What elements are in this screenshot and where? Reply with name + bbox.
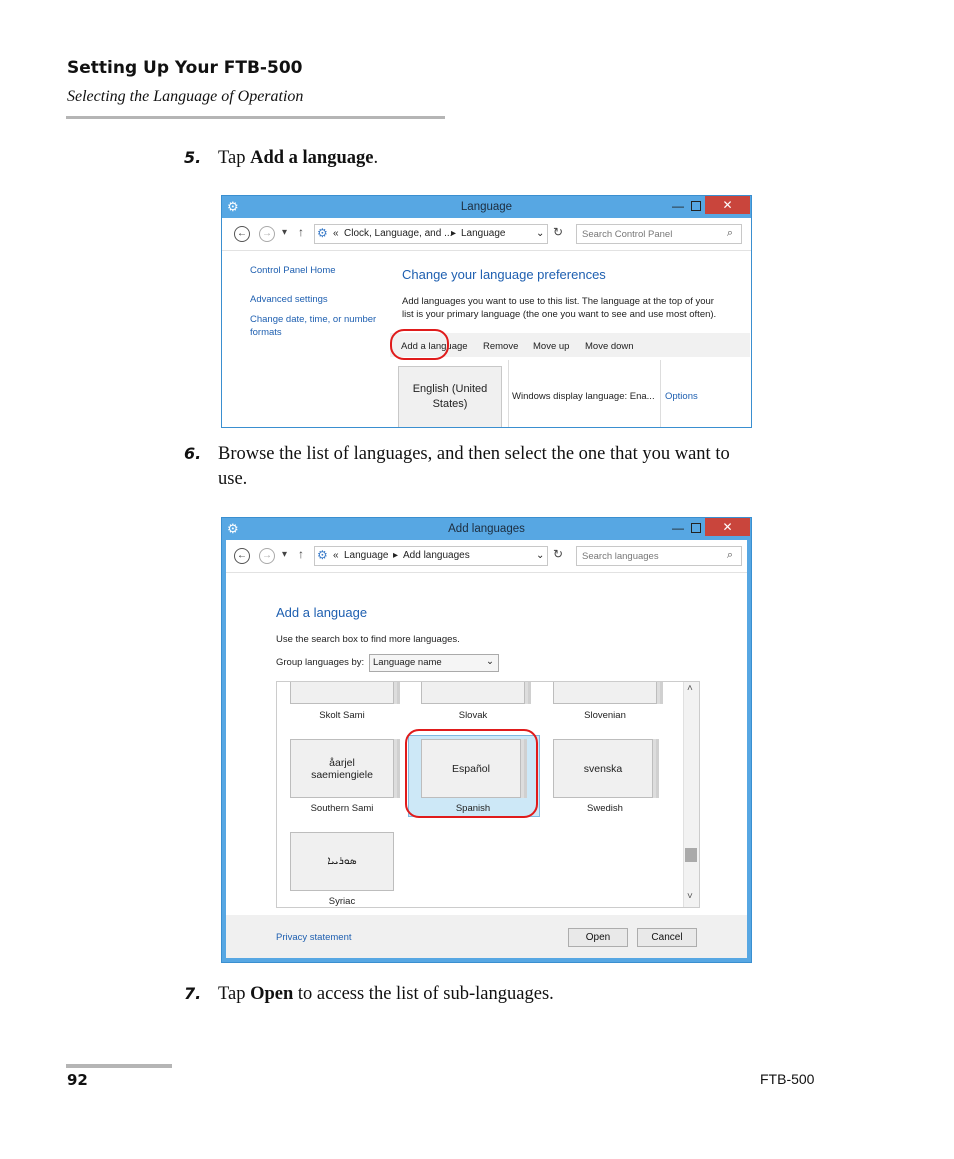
tile-syriac[interactable] bbox=[290, 832, 394, 891]
up-icon[interactable]: ↑ bbox=[298, 547, 304, 561]
tile-label: svenska bbox=[583, 762, 623, 775]
path-box[interactable] bbox=[314, 546, 548, 566]
move-down-button[interactable]: Move down bbox=[585, 341, 634, 352]
up-icon[interactable]: ↑ bbox=[298, 225, 304, 239]
refresh-icon[interactable]: ↻ bbox=[553, 225, 564, 239]
path-dropdown-icon[interactable]: ⌄ bbox=[536, 550, 545, 561]
window-title: Add languages bbox=[448, 523, 525, 535]
page-header-subtitle: Selecting the Language of Operation bbox=[67, 88, 304, 105]
tile-slovak[interactable] bbox=[421, 681, 525, 704]
tile-southern-sami[interactable] bbox=[290, 739, 394, 798]
page-number: 92 bbox=[67, 1071, 88, 1089]
language-name-line-1: English (United bbox=[412, 383, 488, 395]
path-segment-clock-language[interactable]: Clock, Language, and ... bbox=[344, 228, 453, 239]
product-name: FTB-500 bbox=[760, 1071, 815, 1087]
address-bar bbox=[226, 540, 747, 573]
scroll-up-icon[interactable]: ˄ bbox=[687, 683, 693, 694]
caption-skolt-sami: Skolt Sami bbox=[319, 710, 365, 721]
back-icon[interactable]: ← bbox=[234, 548, 250, 564]
caption-slovak: Slovak bbox=[458, 710, 488, 721]
path-segment-language[interactable]: Language bbox=[344, 550, 389, 561]
language-tile-english[interactable] bbox=[398, 366, 502, 428]
step-6-number: 6. bbox=[184, 444, 202, 463]
path-icon: ⚙ bbox=[317, 226, 328, 240]
recent-pages-icon[interactable]: ▾ bbox=[282, 549, 288, 560]
minimize-icon[interactable]: — bbox=[672, 199, 684, 213]
tile-label-line-2: saemiengiele bbox=[311, 768, 373, 781]
refresh-icon[interactable]: ↻ bbox=[553, 547, 564, 561]
path-box[interactable] bbox=[314, 224, 548, 244]
step-7-text: Tap Open to access the list of sub-languages. bbox=[218, 984, 554, 1004]
group-by-select[interactable] bbox=[369, 654, 499, 672]
forward-icon[interactable]: → bbox=[259, 226, 275, 242]
description-line-1: Add languages you want to use to this list. The language at the top of your bbox=[402, 296, 714, 307]
page-heading: Change your language preferences bbox=[402, 267, 606, 282]
path-segment-language[interactable]: Language bbox=[461, 228, 506, 239]
divider bbox=[508, 360, 509, 427]
path-separator-icon: ▸ bbox=[451, 228, 457, 239]
display-language-text: Windows display language: Ena... bbox=[512, 391, 655, 402]
highlight-circle bbox=[390, 329, 449, 360]
scrollbar[interactable] bbox=[683, 682, 699, 907]
step-5-number: 5. bbox=[184, 148, 202, 167]
title-bar bbox=[222, 196, 751, 218]
scroll-down-icon[interactable]: ˅ bbox=[687, 891, 693, 902]
caption-spanish: Spanish bbox=[455, 803, 491, 814]
back-icon[interactable]: ← bbox=[234, 226, 250, 242]
tile-skolt-sami[interactable] bbox=[290, 681, 394, 704]
search-placeholder: Search Control Panel bbox=[582, 229, 673, 240]
search-icon[interactable]: ⌕ bbox=[726, 549, 733, 561]
add-languages-window bbox=[221, 517, 752, 963]
window-title: Language bbox=[460, 201, 513, 213]
chevron-down-icon: ⌄ bbox=[486, 656, 494, 667]
step-7-number: 7. bbox=[184, 984, 202, 1003]
control-panel-icon: ⚙ bbox=[227, 199, 239, 214]
scroll-thumb[interactable] bbox=[685, 848, 697, 862]
search-input[interactable] bbox=[576, 224, 742, 244]
change-date-link-cont[interactable]: formats bbox=[250, 327, 282, 338]
close-button[interactable]: ✕ bbox=[705, 518, 750, 536]
path-chevrons: « bbox=[333, 550, 339, 561]
language-name-line-2: States) bbox=[432, 398, 468, 410]
language-window bbox=[221, 195, 752, 428]
caption-southern-sami: Southern Sami bbox=[310, 803, 374, 814]
control-panel-icon: ⚙ bbox=[227, 521, 239, 536]
description-line-2: list is your primary language (the one you want to see and use most often). bbox=[402, 309, 717, 320]
caption-slovenian: Slovenian bbox=[584, 710, 626, 721]
open-button[interactable]: Open bbox=[568, 928, 628, 947]
header-rule bbox=[66, 116, 445, 119]
search-icon[interactable]: ⌕ bbox=[726, 227, 733, 239]
options-link[interactable]: Options bbox=[665, 391, 698, 402]
change-date-link[interactable]: Change date, time, or number bbox=[250, 314, 377, 325]
add-language-button[interactable]: Add a language bbox=[401, 341, 468, 352]
footer-rule bbox=[66, 1064, 172, 1068]
advanced-settings-link[interactable]: Advanced settings bbox=[250, 294, 328, 305]
move-up-button[interactable]: Move up bbox=[533, 341, 570, 352]
step-6-text-line-2: use. bbox=[218, 469, 248, 489]
remove-button[interactable]: Remove bbox=[483, 341, 519, 352]
privacy-statement-link[interactable]: Privacy statement bbox=[276, 932, 352, 943]
tile-label: Español bbox=[452, 762, 490, 775]
path-separator-icon: ▸ bbox=[393, 550, 399, 561]
group-by-value: Language name bbox=[373, 657, 442, 668]
divider bbox=[660, 360, 661, 427]
forward-icon[interactable]: → bbox=[259, 548, 275, 564]
tile-label: ܣܘܪܝܝܐ bbox=[327, 855, 357, 867]
address-bar bbox=[222, 218, 751, 251]
path-segment-add-languages[interactable]: Add languages bbox=[403, 550, 470, 561]
control-panel-home-link[interactable]: Control Panel Home bbox=[250, 265, 336, 276]
tile-label-line-1: åarjel bbox=[329, 756, 355, 769]
maximize-icon[interactable] bbox=[691, 201, 701, 211]
path-dropdown-icon[interactable]: ⌄ bbox=[536, 228, 545, 239]
search-placeholder: Search languages bbox=[582, 551, 659, 562]
cancel-button[interactable]: Cancel bbox=[637, 928, 697, 947]
caption-swedish: Swedish bbox=[587, 803, 623, 814]
step-6-text-line-1: Browse the list of languages, and then select the one that you want to bbox=[218, 444, 730, 464]
group-by-label: Group languages by: bbox=[276, 657, 365, 668]
highlight-circle bbox=[405, 729, 538, 818]
recent-pages-icon[interactable]: ▾ bbox=[282, 227, 288, 238]
tile-swedish[interactable] bbox=[553, 739, 653, 798]
search-hint: Use the search box to find more languages. bbox=[276, 634, 460, 645]
caption-syriac: Syriac bbox=[328, 896, 356, 907]
tile-slovenian[interactable] bbox=[553, 681, 657, 704]
step-5-text: Tap Add a language. bbox=[218, 148, 379, 168]
path-icon: ⚙ bbox=[317, 548, 328, 562]
maximize-icon[interactable] bbox=[691, 523, 701, 533]
page-header-title: Setting Up Your FTB-500 bbox=[67, 58, 303, 78]
search-input[interactable] bbox=[576, 546, 742, 566]
close-button[interactable]: ✕ bbox=[705, 196, 750, 214]
page-heading: Add a language bbox=[276, 605, 368, 620]
title-bar bbox=[222, 518, 751, 540]
minimize-icon[interactable]: — bbox=[672, 521, 684, 535]
path-chevrons: « bbox=[333, 228, 339, 239]
